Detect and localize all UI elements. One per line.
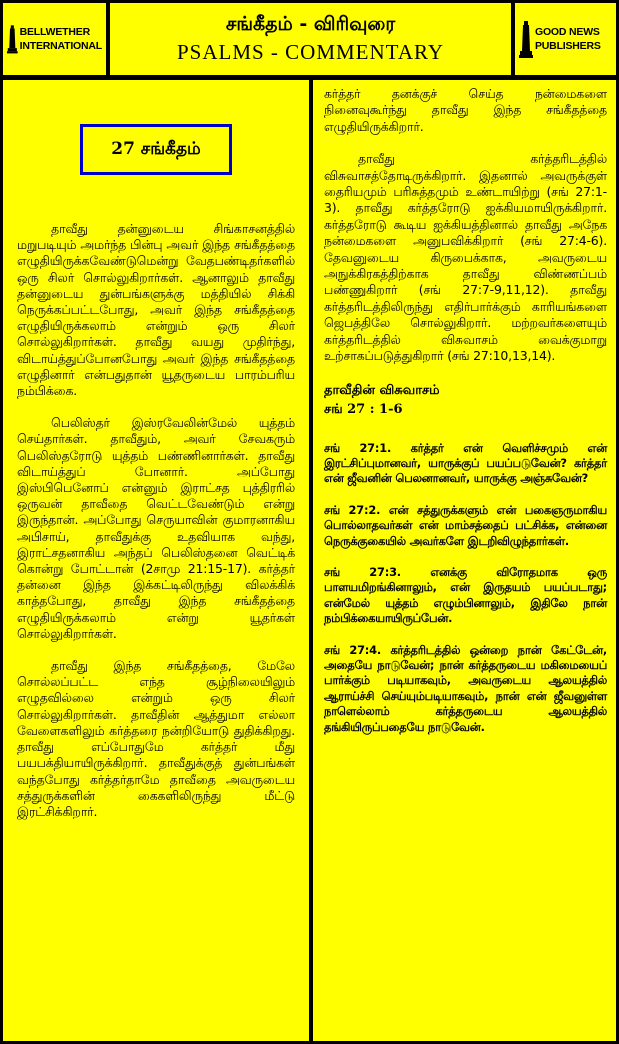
header-title-english: PSALMS - COMMENTARY [176, 40, 445, 64]
commentary-paragraph: கர்த்தர் தனக்குச் செய்த நன்மைகளை நினைவுகூர்ந்து தாவீது இந்த சங்கீதத்தை எழுதியிருக்கிறார். [324, 86, 607, 134]
page-header [110, 3, 511, 75]
logo-left-line2: INTERNATIONAL [19, 40, 102, 52]
section-heading-title: தாவீதின் விசுவாசம் [324, 382, 440, 398]
bellwether-logo [3, 3, 106, 75]
verse-text: சங் 27:2. என் சத்துருக்களும் என் பகைஞருமாகிய பொல்லாதவர்கள் என் மாம்சத்தைப் பட்சிக்க, என்னை நெருக்குகையில் அவர்களே இடறிவிழுந்தார்கள். [324, 502, 607, 548]
logo-left-line1: BELLWETHER [19, 26, 90, 38]
logo-right-line2: PUBLISHERS [535, 40, 601, 52]
left-column [3, 80, 309, 1041]
logo-right-line1: GOOD NEWS [535, 26, 600, 38]
verse-text: சங் 27:3. எனக்கு விரோதமாக ஒரு பாளயமிறங்கினாலும், என் இருதயம் பயப்படாது; என்மேல் யுத்தம் எழும்பினாலும், இதிலே நான் நம்பிக்கையாயிருப்பேன். [324, 564, 607, 626]
chapter-title-box [80, 124, 232, 175]
section-heading-reference: சங் 27 : 1-6 [324, 401, 403, 417]
verse-text: சங் 27:1. கர்த்தர் என் வெளிச்சமும் என் இரட்சிப்புமானவர், யாருக்குப் பயப்படுவேன்? கர்த்தர் என் ஜீவனின் பெலனானவர், யாருக்கு அஞ்சுவேன்? [324, 440, 607, 486]
chapter-title: 27 சங்கீதம் [111, 138, 201, 159]
commentary-paragraph: தாவீது கர்த்தரிடத்தில் விசுவாசத்தோடிருக்கிறார். இதனால் அவருக்குள் தைரியமும் பரிசுத்தமும் உண்டாயிற்று (சங் 27:1-3). தாவீது கர்த்தரோடு ஐக்கியமாயிருக்கிறார். கர்த்தரோடு கூடிய ஐக்கியத்தினால் தாவீது அநேக நன்மைகளை அனுபவிக்கிறார் (சங் 27:4-6). தேவனுடைய கிருபைக்காக, அவருடைய அநுக்கிரகத்திற்காக தாவீது விண்ணப்பம் பண்ணுகிறார் (சங் 27:7-9,11,12). தாவீது கர்த்தரிடத்திலிருந்து எதிர்பார்க்கும் காரியங்களை ஜெபத்திலே சொல்லுகிறார். மற்றவர்களையும் கர்த்தரிடத்தில் விசுவாசம் வைக்குமாறு உற்சாகப்படுத்துகிறார் (சங் 27:10,13,14). [324, 151, 607, 364]
monument-icon [7, 19, 18, 59]
commentary-paragraph: தாவீது இந்த சங்கீதத்தை, மேலே சொல்லப்பட்ட எந்த சூழ்நிலையிலும் எழுதவில்லை என்றும் ஒரு சிலர் சொல்லுகிறார்கள். தாவீதின் ஆத்துமா எல்லா வேளைகளிலும் கர்த்தரை நன்றியோடு துதிக்கிறது. தாவீது எப்போதுமே கர்த்தர் மீது பயபக்தியாயிருக்கிறார். தாவீதுக்குத் துன்பங்கள் வந்தபோது கர்த்தர்தாமே தாவீதை அவருடைய சத்துருக்களின் கைகளிலிருந்து மீட்டு இரட்சிக்கிறார். [17, 658, 295, 819]
commentary-paragraph: பெலிஸ்தர் இஸ்ரவேலின்மேல் யுத்தம் செய்தார்கள். தாவீதும், அவர் சேவகரும் பெலிஸ்தரோடு யுத்தம் பண்ணினார்கள். தாவீது விடாய்த்துப் போனார். அப்போது இஸ்பிபெனோப் என்னும் இராட்சத புத்திரரில் ஒருவன் தாவீதை வெட்டவேண்டும் என்று இருந்தான். அப்போது செருயாவின் குமாரனாகிய அபிசாய், தாவீதுக்கு உதவியாக வந்து, இராட்சதனாகிய அந்தப் பெலிஸ்தனை வெட்டிக் கொன்று போட்டான் (2சாமு 21:15-17). கர்த்தர் தன்னை இந்த இக்கட்டிலிருந்து விலக்கிக் காத்தபோது, தாவீது இந்த சங்கீதத்தை எழுதியிருக்கலாம் என்று யூதர்கள் சொல்லுகிறார்கள். [17, 415, 295, 641]
right-column [313, 80, 616, 1041]
monument-icon [519, 19, 533, 59]
header-title-tamil: சங்கீதம் - விரிவுரை [225, 13, 396, 35]
section-heading [324, 381, 607, 419]
good-news-logo [515, 3, 616, 75]
verse-text: சங் 27:4. கர்த்தரிடத்தில் ஒன்றை நான் கேட்டேன், அதையே நாடுவேன்; நான் கர்த்தருடைய மகிமையைப் பார்க்கும் படியாகவும், அவருடைய ஆலயத்தில் ஆராய்ச்சி செய்யும்படியாகவும், நான் என் ஜீவனுள்ள நாளெல்லாம் கர்த்தருடைய ஆலயத்தில் தங்கியிருப்பதையே நாடுவேன். [324, 642, 607, 734]
commentary-paragraph: தாவீது தன்னுடைய சிங்காசனத்தில் மறுபடியும் அமர்ந்த பின்பு அவர் இந்த சங்கீதத்தை எழுதியிருக்கவேண்டுமென்று வேதபண்டிதர்களில் ஒரு சிலர் சொல்லுகிறார்கள். ஆனாலும் தாவீது தன்னுடைய துன்பங்களுக்கு மத்தியில் சிக்கி நெருக்கப்பட்டபோது, அவர் இந்த சங்கீதத்தை எழுதியிருக்கலாம் என்றும் ஒரு சிலர் சொல்லுகிறார்கள். தாவீது வயது முதிர்ந்து, விடாய்த்துப்போனபோது அவர் இந்த சங்கீதத்தை எழுதினார் என்பதுதான் யூதருடைய பாரம்பரிய நம்பிக்கை. [17, 221, 295, 399]
